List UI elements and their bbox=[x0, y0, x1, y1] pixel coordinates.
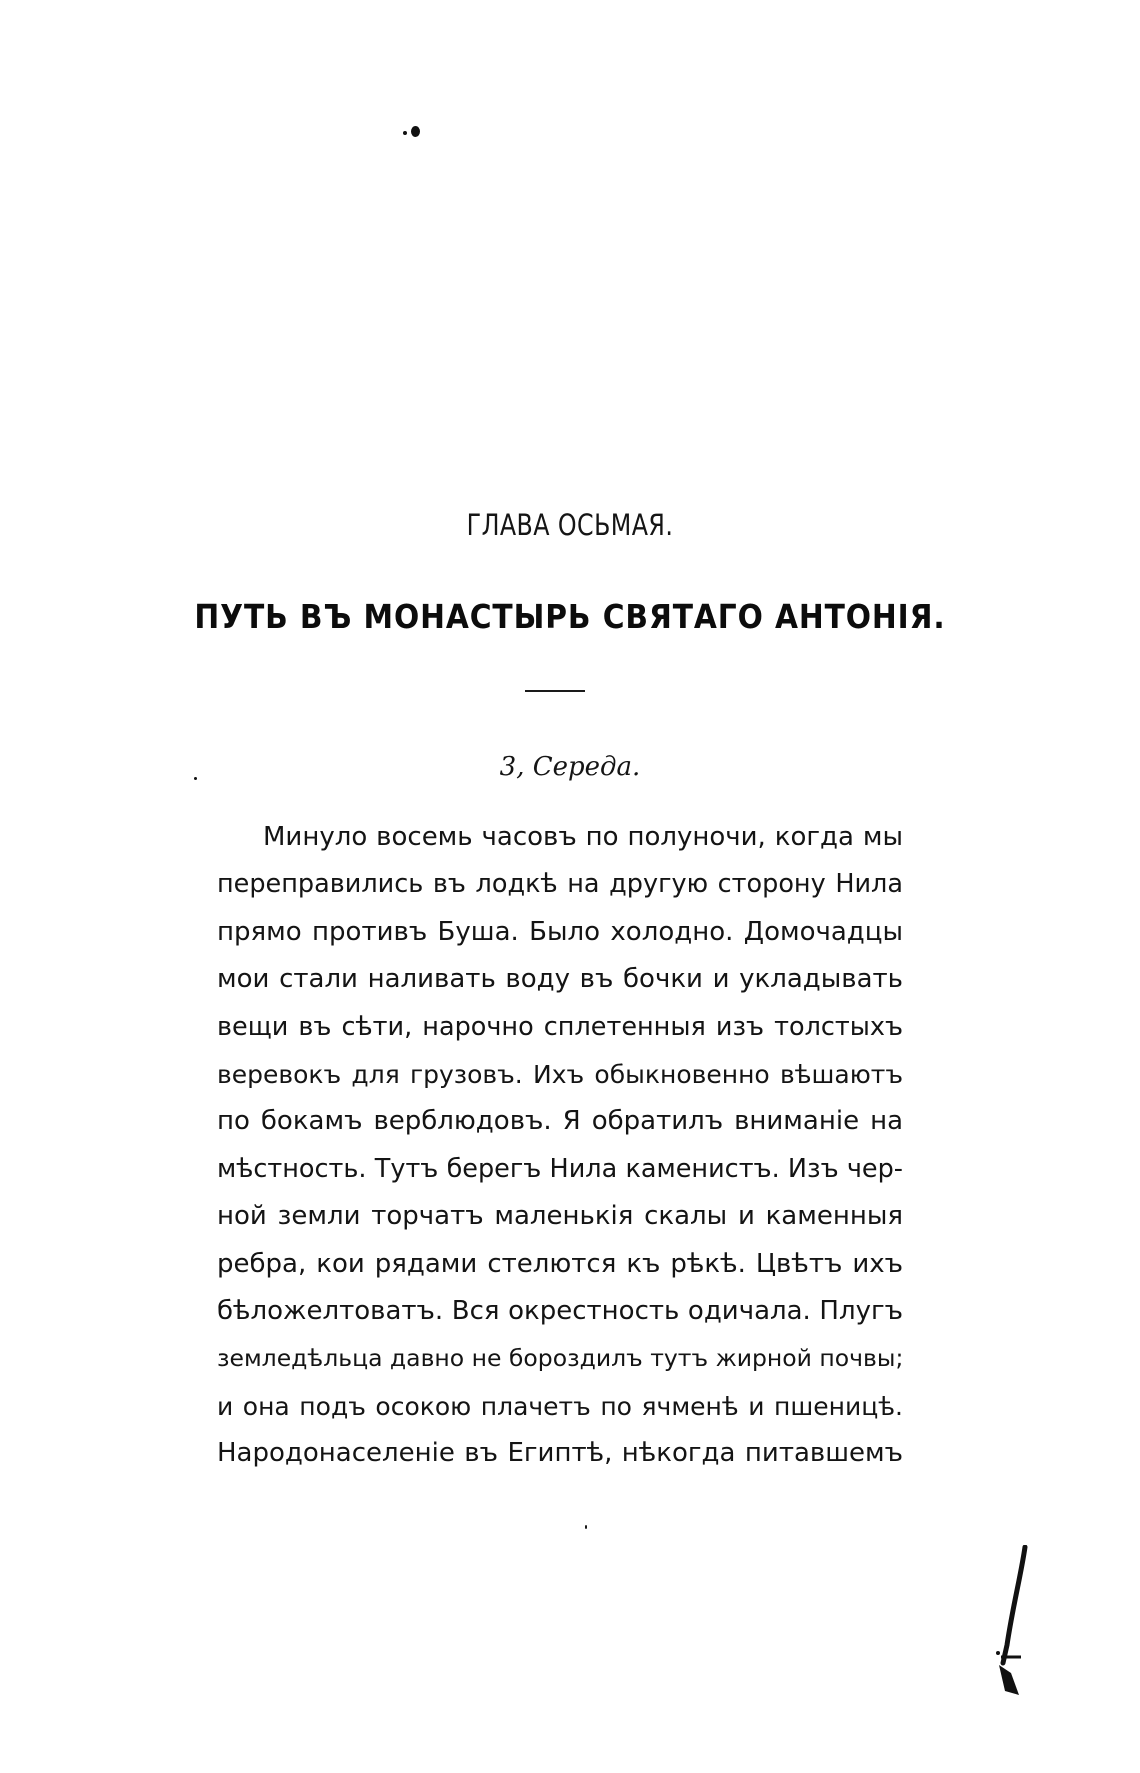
text-line: по бокамъ верблюдовъ. Я обратилъ вниманіе на bbox=[217, 1106, 903, 1137]
text-line: переправились въ лодкѣ на другую сторону Нила bbox=[217, 869, 903, 900]
title-rule bbox=[525, 690, 585, 692]
dateline: 3, Середа. bbox=[499, 752, 641, 782]
ink-speck bbox=[403, 131, 407, 135]
text-line: вещи въ сѣти, нарочно сплетенныя изъ толстыхъ bbox=[217, 1011, 903, 1042]
ink-speck bbox=[585, 1525, 587, 1529]
text-line: ребра, кои рядами стелются къ рѣкѣ. Цвѣтъ ихъ bbox=[217, 1248, 903, 1279]
text-line: прямо противъ Буша. Было холодно. Домочадцы bbox=[217, 916, 903, 947]
text-line: Минуло восемь часовъ по полуночи, когда мы bbox=[263, 822, 903, 852]
text-line: мои стали наливать воду въ бочки и укладывать bbox=[217, 964, 903, 995]
text-line: веревокъ для грузовъ. Ихъ обыкновенно вѣшаютъ bbox=[217, 1059, 903, 1089]
chapter-heading: ГЛАВА ОСЬМАЯ. bbox=[466, 508, 674, 542]
margin-ink-mark bbox=[995, 1545, 1035, 1695]
text-line: и она подъ осокою плачетъ по ячменѣ и пшеницѣ. bbox=[217, 1391, 903, 1421]
body-paragraph bbox=[217, 814, 903, 1477]
text-line: ной земли торчатъ маленькія скалы и каменныя bbox=[217, 1201, 903, 1232]
text-line: Народонаселеніе въ Египтѣ, нѣкогда питавшемъ bbox=[217, 1438, 903, 1469]
text-line: мѣстность. Тутъ берегъ Нила каменистъ. Изъ чер- bbox=[217, 1153, 903, 1184]
chapter-title: ПУТЬ ВЪ МОНАСТЫРЬ СВЯТАГО АНТОНІЯ. bbox=[194, 597, 946, 636]
text-line: бѣложелтоватъ. Вся окрестность одичала. Плугъ bbox=[217, 1295, 903, 1326]
ink-speck bbox=[411, 126, 420, 137]
text-line: земледѣльца давно не бороздилъ тутъ жирной почвы; bbox=[217, 1344, 904, 1373]
